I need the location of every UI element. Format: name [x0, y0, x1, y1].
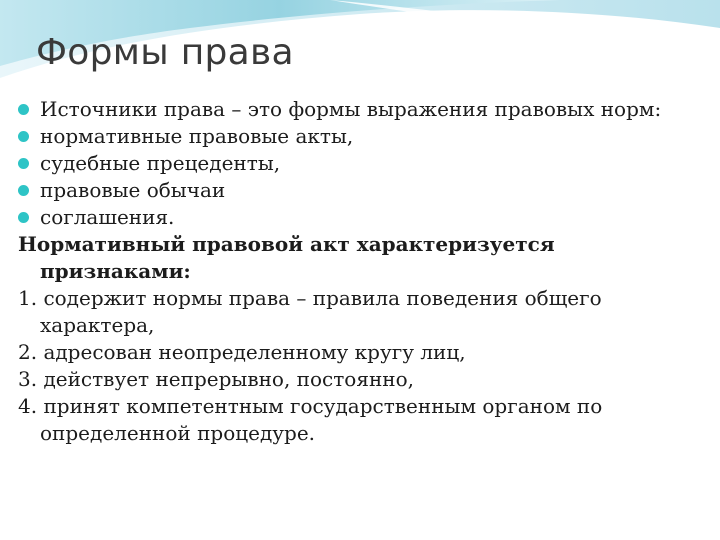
- numbered-item: [18, 366, 708, 393]
- bullet-dot-icon: [18, 158, 29, 169]
- slide-content: [18, 96, 708, 447]
- bullet-item: [18, 123, 708, 150]
- bullet-text: соглашения.: [40, 205, 175, 229]
- slide-title: Формы права: [36, 32, 294, 73]
- numbered-item-line: 4. принят компетентным государственным органом по: [18, 394, 603, 418]
- bullet-text: Источники права – это формы выражения правовых норм:: [40, 97, 662, 121]
- bullet-item: [18, 96, 708, 123]
- subheading-line: Нормативный правовой акт характеризуется: [18, 232, 555, 256]
- numbered-item-line: 1. содержит нормы права – правила поведения общего: [18, 286, 602, 310]
- bullet-item: [18, 204, 708, 231]
- numbered-item-line: 2. адресован неопределенному кругу лиц,: [18, 340, 466, 364]
- numbered-item-line: 3. действует непрерывно, постоянно,: [18, 367, 415, 391]
- bullet-dot-icon: [18, 185, 29, 196]
- bullet-text: правовые обычаи: [40, 178, 226, 202]
- numbered-item: [18, 393, 708, 447]
- bullet-dot-icon: [18, 131, 29, 142]
- numbered-item-line: характера,: [40, 313, 155, 337]
- bullet-item: [18, 177, 708, 204]
- bullet-dot-icon: [18, 104, 29, 115]
- bullet-text: нормативные правовые акты,: [40, 124, 354, 148]
- numbered-item-line: определенной процедуре.: [40, 421, 316, 445]
- subheading-line: признаками:: [40, 259, 191, 283]
- numbered-item: [18, 339, 708, 366]
- bullet-dot-icon: [18, 212, 29, 223]
- subheading: [18, 231, 708, 285]
- bullet-text: судебные прецеденты,: [40, 151, 281, 175]
- numbered-item: [18, 285, 708, 339]
- bullet-item: [18, 150, 708, 177]
